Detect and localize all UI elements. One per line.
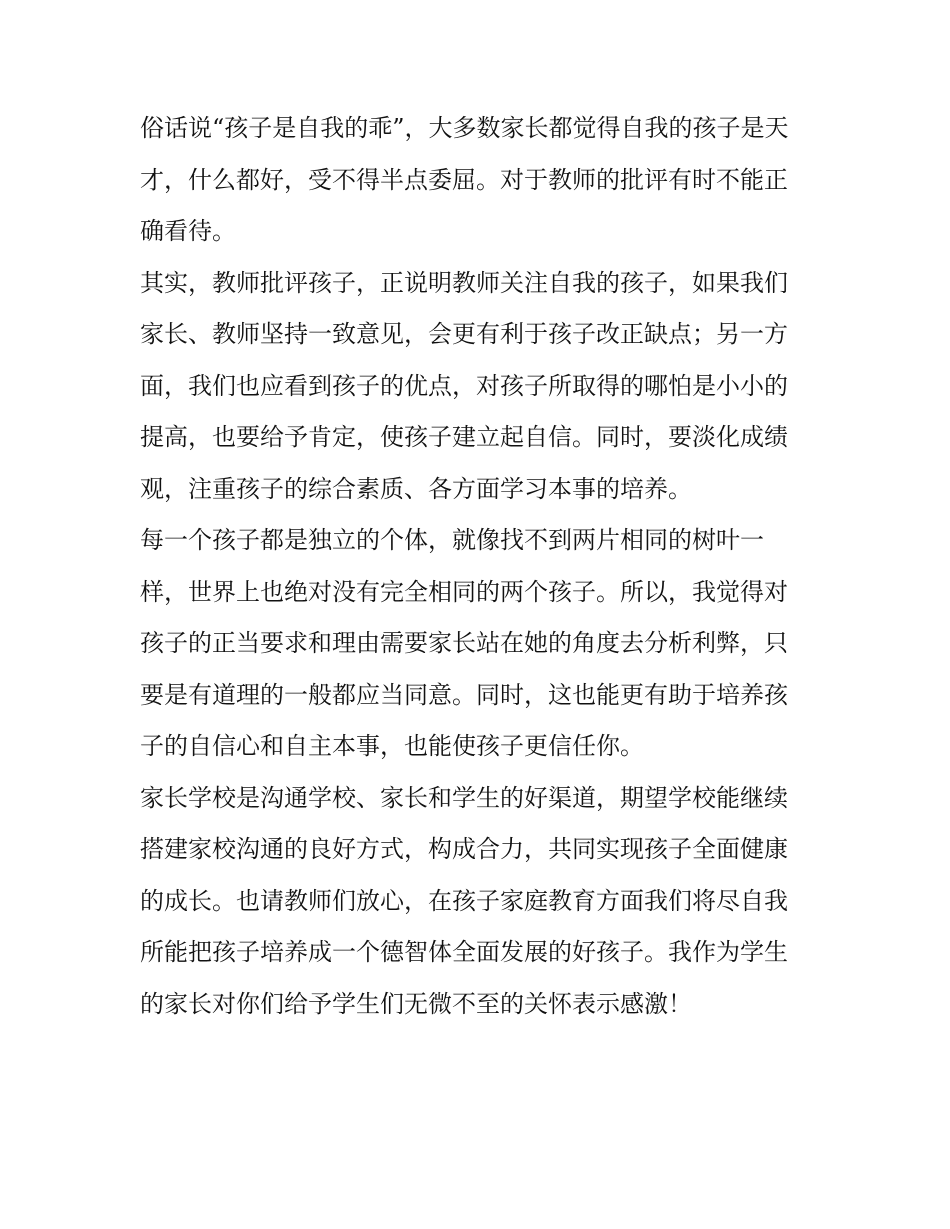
- text-line: 家长学校是沟通学校、家长和学生的好渠道，期望学校能继续: [140, 783, 788, 812]
- paragraph-3: [140, 515, 812, 773]
- text-line: 提高，也要给予肯定，使孩子建立起自信。同时，要淡化成绩: [140, 423, 788, 451]
- text-line: 子的自信心和自主本事，也能使孩子更信任你。: [140, 732, 644, 760]
- text-line: 的成长。也请教师们放心，在孩子家庭教育方面我们将尽自我: [140, 886, 788, 915]
- text-line: 的家长对你们给予学生们无微不至的关怀表示感激！: [140, 989, 692, 1018]
- text-line: 面，我们也应看到孩子的优点，对孩子所取得的哪怕是小小的: [140, 371, 788, 400]
- paragraph-2: [140, 258, 812, 516]
- text-line: 其实，教师批评孩子，正说明教师关注自我的孩子，如果我们: [140, 268, 788, 297]
- text-line: 要是有道理的一般都应当同意。同时，这也能更有助于培养孩: [140, 680, 788, 709]
- text-line: 每一个孩子都是独立的个体，就像找不到两片相同的树叶一: [140, 526, 764, 554]
- paragraph-4: [140, 773, 812, 1031]
- text-line: 所能把孩子培养成一个德智体全面发展的好孩子。我作为学生: [140, 938, 788, 966]
- text-line: 确看待。: [140, 217, 236, 245]
- document-body: [140, 103, 812, 1030]
- text-line: 搭建家校沟通的良好方式，构成合力，共同实现孩子全面健康: [140, 835, 788, 863]
- text-line: 才，什么都好，受不得半点委屈。对于教师的批评有时不能正: [140, 165, 788, 194]
- paragraph-1: [140, 103, 812, 258]
- text-line: 孩子的正当要求和理由需要家长站在她的角度去分析利弊，只: [140, 629, 788, 657]
- text-line: 观，注重孩子的综合素质、各方面学习本事的培养。: [140, 474, 692, 503]
- text-line: 样，世界上也绝对没有完全相同的两个孩子。所以，我觉得对: [140, 577, 788, 606]
- text-line: 俗话说“孩子是自我的乖”，大多数家长都觉得自我的孩子是天: [140, 114, 789, 142]
- text-line: 家长、教师坚持一致意见，会更有利于孩子改正缺点；另一方: [140, 320, 788, 348]
